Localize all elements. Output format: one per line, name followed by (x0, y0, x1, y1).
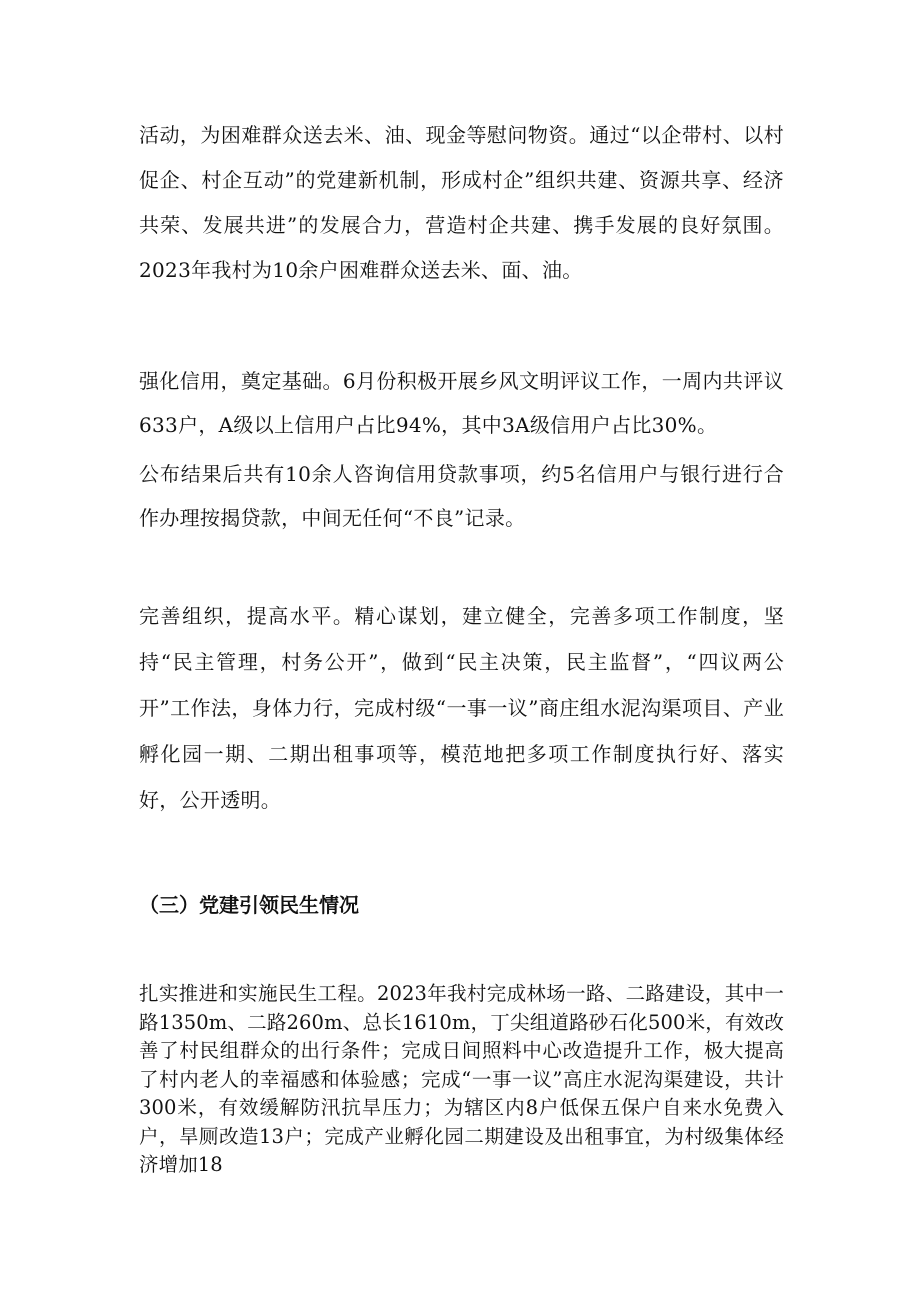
section-heading: （三）党建引领民生情况 (139, 893, 359, 917)
paragraph-enterprise-village: 活动，为困难群众送去米、油、现金等慰问物资。通过“以企带村、以村促企、村企互动”的党建新机制，形成村企”组织共建、资源共享、经济共荣、发展共进”的发展合力，营造村企共建、携手发展的良好氛围。2023年我村为10余户困难群众送去米、面、油。 (139, 123, 784, 282)
paragraph-organization: 完善组织，提高水平。精心谋划，建立健全，完善多项工作制度，坚持“民主管理，村务公开”，做到“民主决策，民主监督”，“四议两公开”工作法，身体力行，完成村级“一事一议”商庄组水泥沟渠项目、产业孵化园一期、二期出租事项等，模范地把多项工作制度执行好、落实好，公开透明。 (139, 604, 784, 812)
paragraph-livelihood: 扎实推进和实施民生工程。2023年我村完成林场一路、二路建设，其中一路1350m、二路260m、总长1610m，丁尖组道路砂石化500米，有效改善了村民组群众的出行条件；完成日间照料中心改造提升工作，极大提高了村内老人的幸福感和体验感；完成“一事一议”高庄水泥沟渠建设，共计300米，有效缓解防汛抗旱压力；为辖区内8户低保五保户自来水免费入户，旱厕改造13户；完成产业孵化园二期建设及出租事宜，为村级集体经济增加18 (139, 982, 784, 1176)
paragraph-credit: 强化信用，奠定基础。6月份积极开展乡风文明评议工作，一周内共评议633户，A级以上信用户占比94%，其中3A级信用户占比30%。 (139, 369, 784, 437)
paragraph-credit-results: 公布结果后共有10余人咨询信用贷款事项，约5名信用户与银行进行合作办理按揭贷款，中间无任何“不良”记录。 (139, 462, 784, 530)
